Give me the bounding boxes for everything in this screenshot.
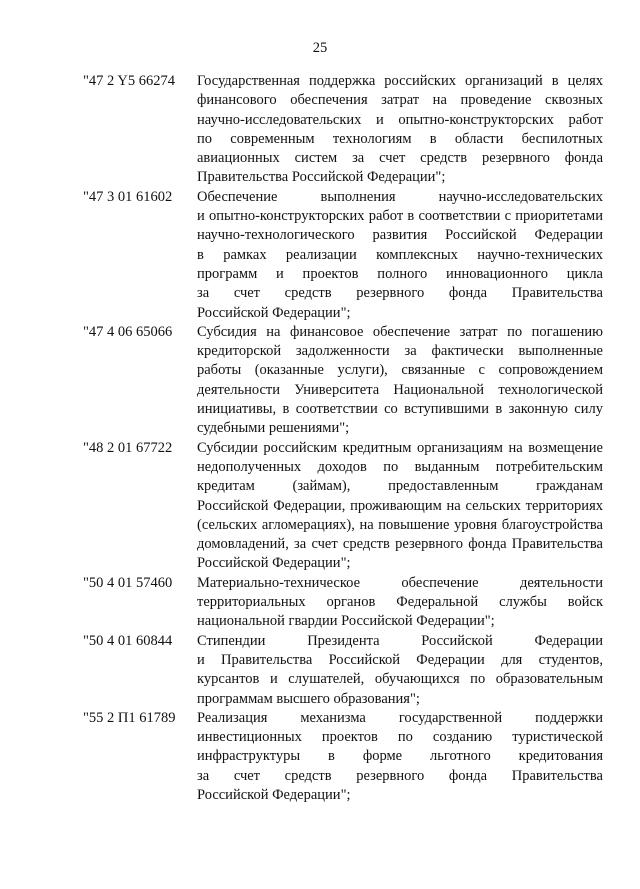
description-line: научно-исследовательских и опытно-конструкторских работ [197,111,603,128]
description-line: Российской Федерации"; [197,304,351,321]
description-line: за счет средств резервного фонда Правительства [197,767,603,784]
budget-entry [83,574,603,632]
description-line: Российской Федерации, проживающим на сельских территориях [197,497,603,514]
budget-code: "50 4 01 60844 [83,632,173,649]
description-line: инициативы, в соответствии со вступившими в законную силу [197,401,603,418]
budget-description [197,709,603,805]
description-line: курсантов и слушателей, обучающихся по образовательным [197,671,603,688]
budget-code: "47 4 06 65066 [83,323,173,340]
budget-description [197,632,603,709]
description-line: Субсидия на финансовое обеспечение затрат по погашению [197,323,603,340]
description-line: Субсидии российским кредитным организациям на возмещение [197,439,603,456]
description-line: инвестиционных проектов по созданию туристической [197,729,603,746]
budget-entry [83,709,603,805]
description-line: территориальных органов Федеральной службы войск [197,594,603,611]
description-line: деятельности Университета Национальной технологической [197,381,603,398]
description-line: Государственная поддержка российских организаций в целях [197,73,603,89]
description-line: программам высшего образования"; [197,690,420,707]
description-line: в рамках реализации комплексных научно-технических [197,246,603,263]
budget-description [197,323,603,439]
description-line: Реализация механизма государственной поддержки [197,709,603,726]
description-line: судебными решениями"; [197,420,350,437]
budget-code: "55 2 П1 61789 [83,709,176,726]
description-line: и Правительства Российской Федерации для студентов, [197,651,603,668]
budget-code: "47 2 Y5 66274 [83,73,175,89]
description-line: Материально-техническое обеспечение деятельности [197,574,603,591]
description-line: финансового обеспечения затрат на проведение сквозных [197,92,603,109]
description-line: домовладений, за счет средств резервного фонда Правительства [197,536,603,553]
description-line: Российской Федерации"; [197,786,351,803]
budget-description [197,439,603,574]
budget-description [197,72,603,188]
description-line: (сельских агломерациях), на повышение уровня благоустройства [197,516,603,533]
budget-entry [83,323,603,439]
description-line: Обеспечение выполнения научно-исследовательских [197,188,603,205]
description-line: работы (оказанные услуги), связанные с сопровождением [197,362,603,379]
description-line: и опытно-конструкторских работ в соответствии с приоритетами [197,208,603,225]
description-line: программ и проектов полного инновационного цикла [197,265,603,282]
description-line: авиационных систем за счет средств резервного фонда [197,150,603,167]
budget-code: "47 3 01 61602 [83,188,173,205]
description-line: кредиторской задолженности за фактически выполненные [197,343,603,360]
budget-entry [83,632,603,709]
description-line: Российской Федерации"; [197,555,351,572]
page-number: 25 [312,40,328,56]
budget-code: "48 2 01 67722 [83,439,173,456]
description-line: Правительства Российской Федерации"; [197,169,446,186]
budget-entry [83,72,603,188]
description-line: по современным технологиям в области беспилотных [197,130,603,147]
budget-entry [83,439,603,574]
description-line: научно-технологического развития Российской Федерации [197,227,603,244]
budget-code: "50 4 01 57460 [83,574,173,591]
description-line: инфраструктуры в форме льготного кредитования [197,748,603,765]
description-line: кредитам (займам), предоставленным гражданам [197,478,603,495]
budget-description [197,574,603,632]
description-line: за счет средств резервного фонда Правительства [197,285,603,302]
description-line: Стипендии Президента Российской Федерации [197,632,603,649]
budget-entry [83,188,603,323]
description-line: недополученных доходов по выданным потребительским [197,458,603,475]
budget-code-list [83,72,603,805]
budget-description [197,188,603,323]
description-line: национальной гвардии Российской Федерации"; [197,613,495,630]
